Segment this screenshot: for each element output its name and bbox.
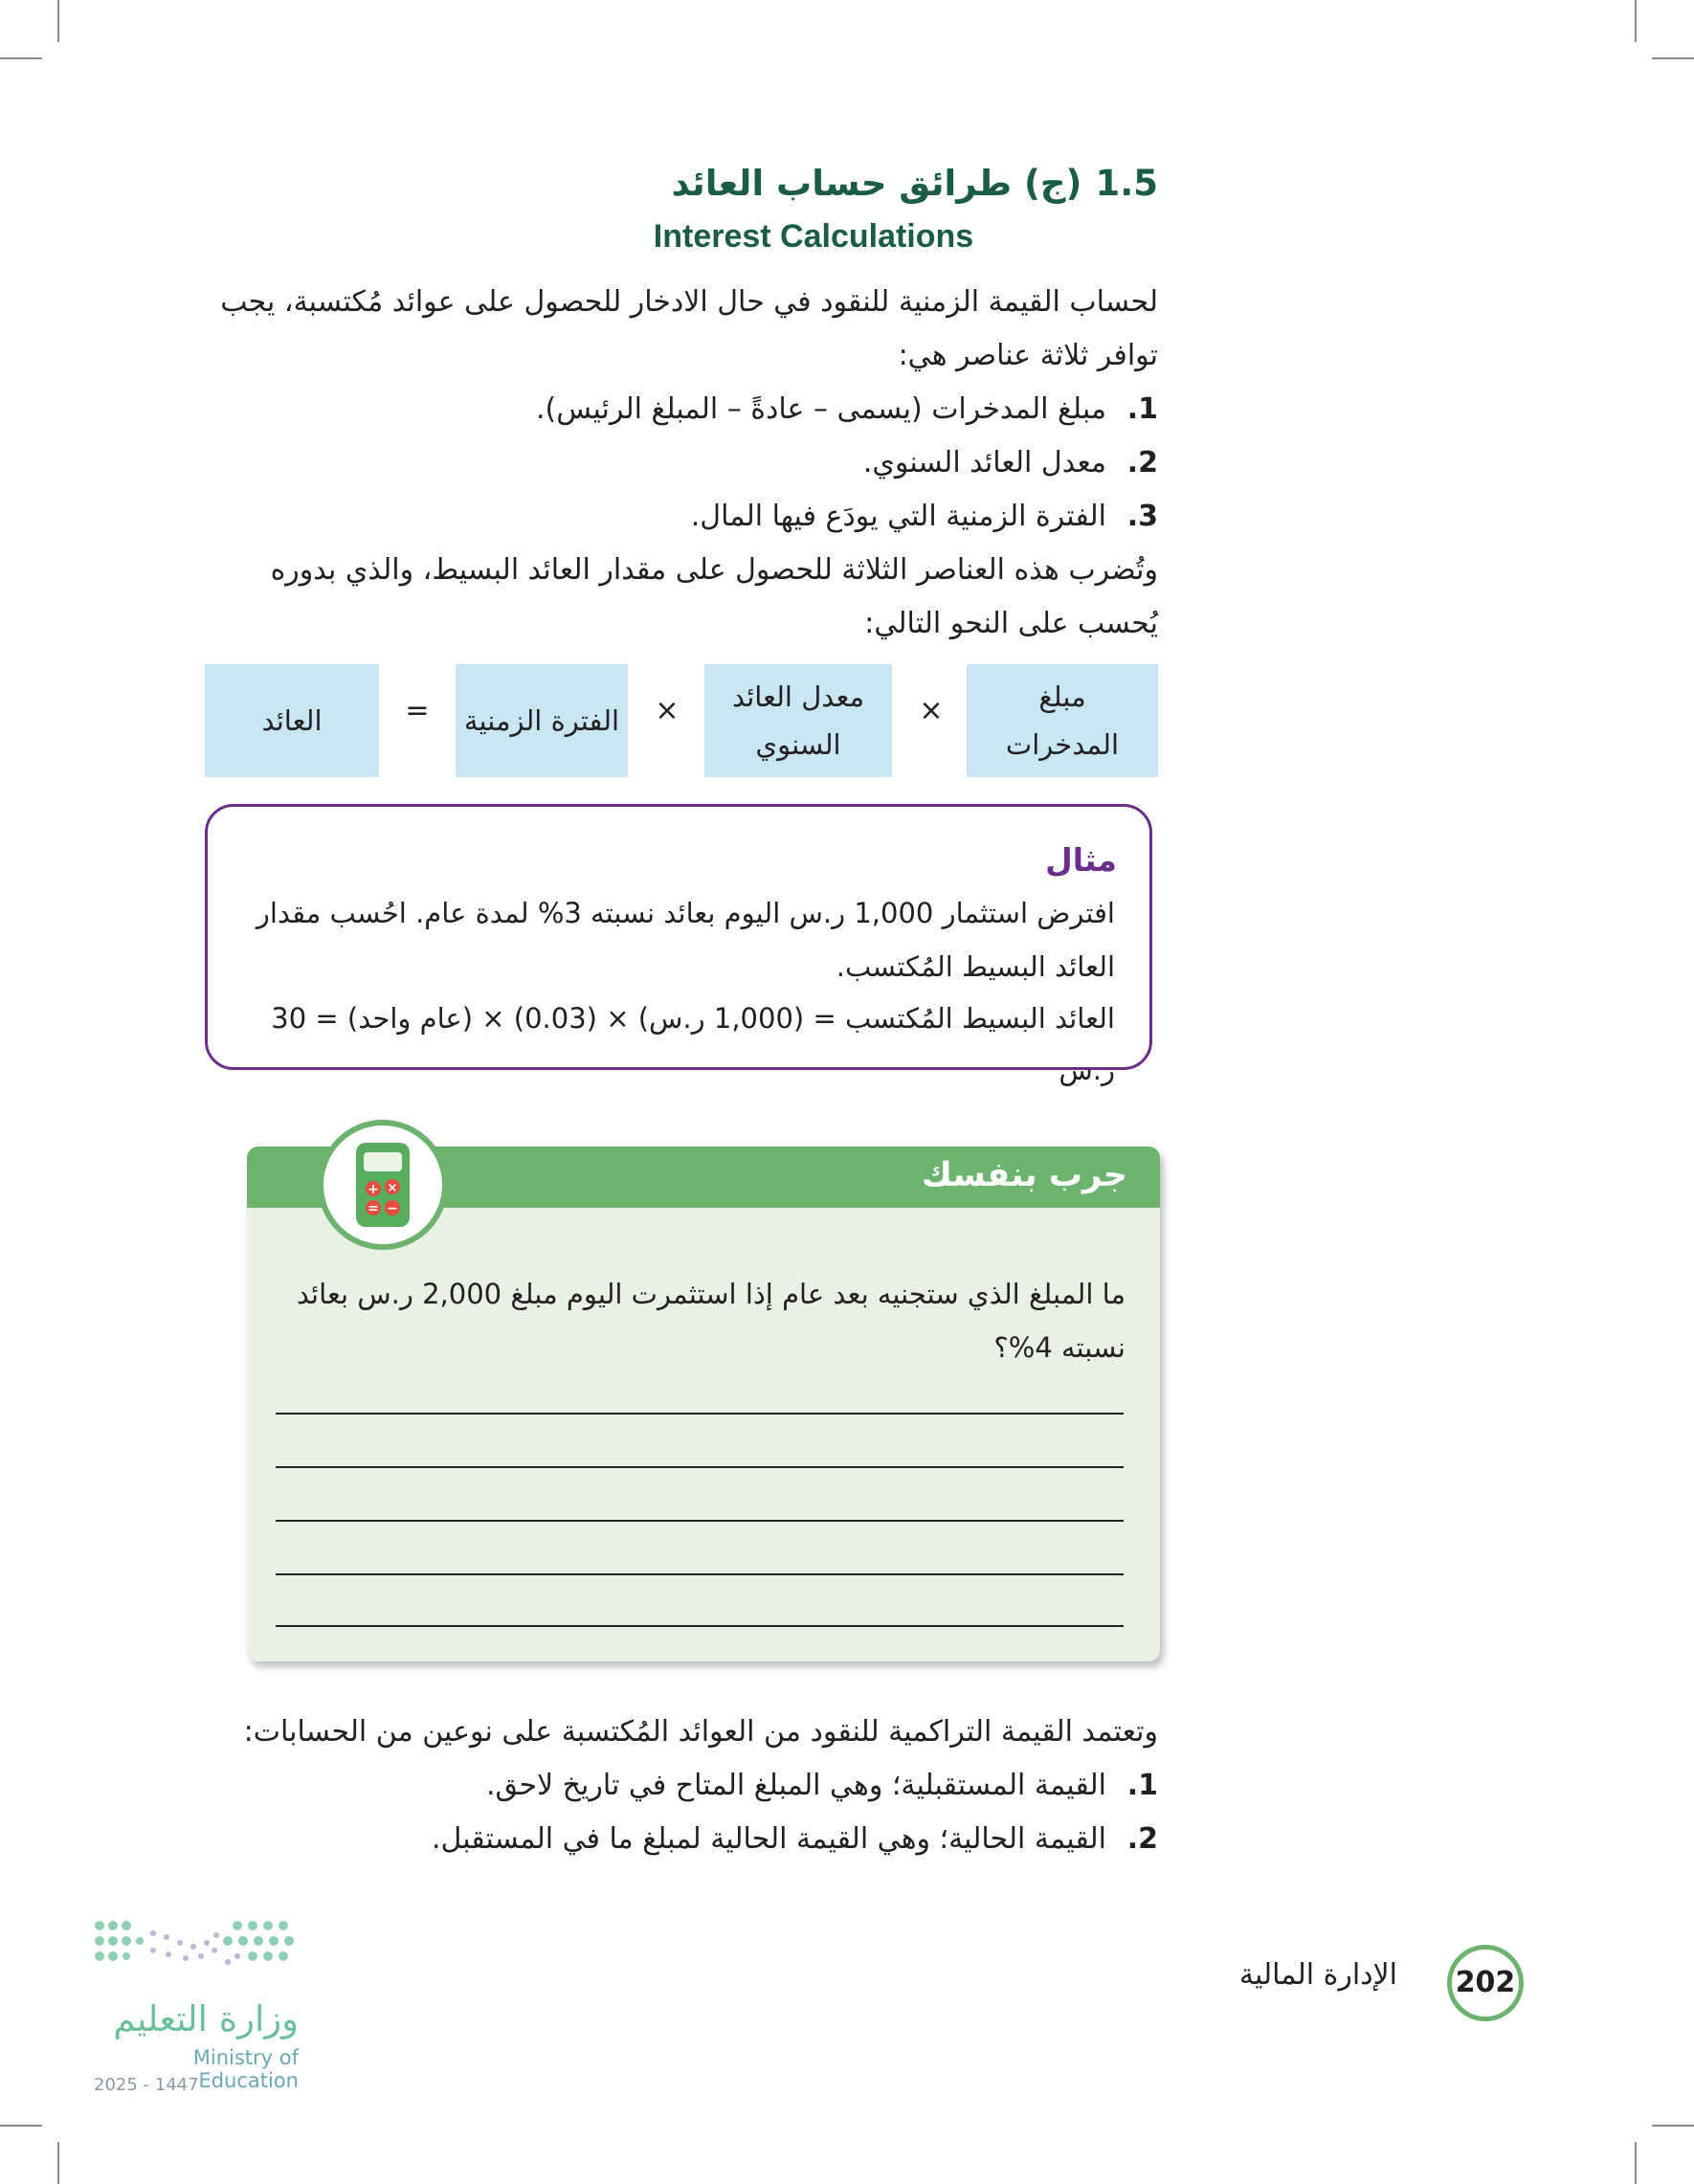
svg-text:=: = [368,1201,379,1216]
crop-mark [1635,0,1637,42]
list-item [297,383,1158,436]
list-text: الفترة الزمنية التي يودَع فيها المال. [690,500,1106,533]
list-item [297,1759,1158,1813]
multiply-line-2: يُحسب على النحو التالي: [864,607,1158,640]
formula-times: × [655,694,680,727]
formula-savings-box [967,664,1158,777]
list-text: القيمة المستقبلية؛ وهي المبلغ المتاح في تاريخ لاحق. [485,1769,1106,1802]
intro-line-2: توافر ثلاثة عناصر هي: [898,339,1158,372]
calculator-icon [318,1120,448,1250]
svg-text:−: − [387,1201,398,1216]
answer-line[interactable] [276,1625,1124,1627]
formula-rate-1: معدل العائد [731,680,865,713]
list-text: القيمة الحالية؛ وهي القيمة الحالية لمبلغ ما في المستقبل. [431,1822,1106,1856]
multiply-line-1: وتُضرب هذه العناصر الثلاثة للحصول على مقدار العائد البسيط، والذي بدوره [270,553,1158,587]
list-item [297,490,1158,544]
formula-rate-2: السنوي [755,728,841,761]
example-box [205,804,1152,1086]
answer-line[interactable] [276,1413,1124,1415]
example-line-1: افترض استثمار 1,000 ر.س اليوم بعائد نسبته 3% لمدة عام. احُسب مقدار [256,897,1115,929]
example-line-2: العائد البسيط المُكتسب. [836,950,1115,983]
try-question-line-1: ما المبلغ الذي ستجنيه بعد عام إذا استثمرت اليوم مبلغ 2,000 ر.س بعائد [296,1278,1126,1310]
formula-equals: = [405,694,430,727]
formula-savings-2: المدخرات [1005,728,1120,761]
crop-mark [57,2142,59,2184]
crop-mark [57,0,59,42]
list-number: 2. [1126,446,1158,479]
formula-interest-box: العائد [205,664,379,777]
list-item [297,1813,1158,1866]
crop-mark [1635,2142,1637,2184]
intro-line-1: لحساب القيمة الزمنية للنقود في حال الادخار للحصول على عوائد مُكتسبة، يجب [220,285,1158,319]
try-question-line-2: نسبته 4%؟ [993,1331,1126,1364]
list-text: معدل العائد السنوي. [862,446,1106,479]
formula-savings-1: مبلغ [1038,680,1086,713]
answer-line[interactable] [276,1520,1124,1522]
formula-period-box: الفترة الزمنية [456,664,628,777]
formula-rate-box [704,664,892,777]
answer-line[interactable] [276,1466,1124,1468]
answer-line[interactable] [276,1573,1124,1575]
formula-times: × [919,694,944,727]
list-number: 2. [1126,1822,1158,1856]
svg-text:×: × [387,1181,398,1195]
svg-text:+: + [368,1182,379,1197]
crop-mark [1652,2125,1694,2127]
list-number: 1. [1126,392,1158,426]
section-title [670,163,1158,204]
list-text: مبلغ المدخرات (يسمى – عادةً – المبلغ الرئيس). [536,392,1106,426]
list-item [297,436,1158,490]
ministry-logo-dots [94,1918,299,1995]
ministry-name-ar: وزارة التعليم [113,1998,299,2039]
list-number: 1. [1126,1769,1158,1802]
example-title: مثال [1045,841,1117,879]
ministry-year: 2025 - 1447 [94,2075,199,2095]
crop-mark [0,57,42,59]
crop-mark [1652,57,1694,59]
crop-mark [0,2125,42,2127]
example-line-3: العائد البسيط المُكتسب = (1,000 ر.س) × (0.03) × (عام واحد) = 30 ر.س [271,1002,1115,1086]
section-number: 1.5 [1095,163,1158,204]
section-title-ar: (ج) طرائق حساب العائد [671,163,1082,204]
try-yourself-title: جرب بنفسك [921,1156,1127,1194]
page-number: 202 [1447,1945,1524,2021]
accumulated-line: وتعتمد القيمة التراكمية للنقود من العوائد المُكتسبة على نوعين من الحسابات: [243,1715,1158,1749]
section-title-en: Interest Calculations [653,218,974,255]
list-number: 3. [1126,500,1158,533]
book-title: الإدارة المالية [1238,1958,1397,1992]
ministry-name-en: Ministry of Education [192,2046,299,2092]
